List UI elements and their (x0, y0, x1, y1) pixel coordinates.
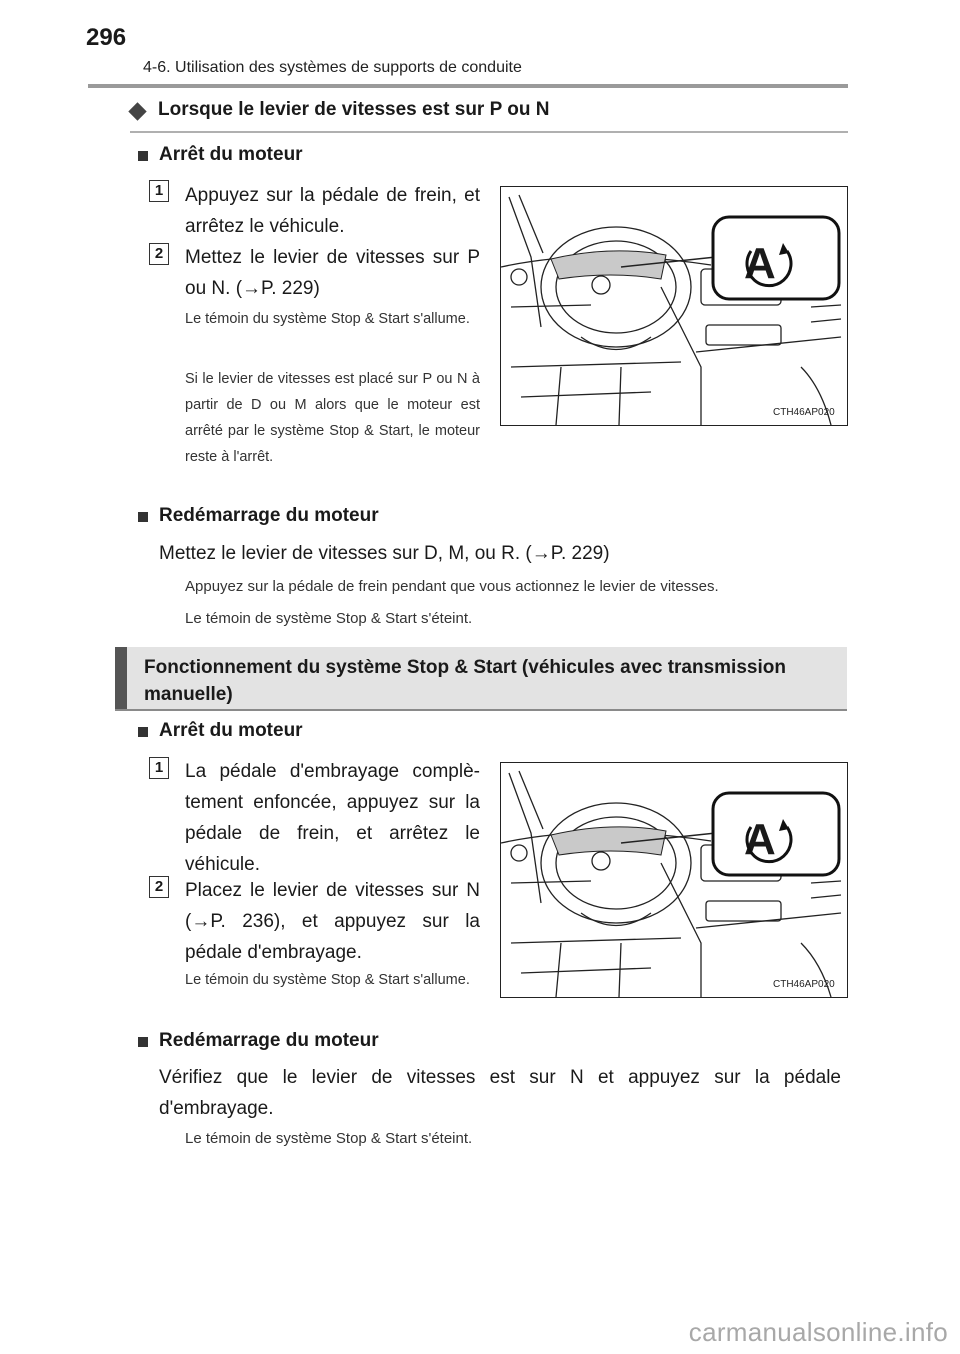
callout-letter: A (744, 815, 776, 864)
square-bullet-icon (138, 151, 148, 161)
note-text: Le témoin du système Stop & Start s'allume. (185, 972, 470, 988)
subsection-title: Arrêt du moteur (159, 720, 303, 741)
rotate-arrow-icon (739, 235, 799, 295)
dashboard-illustration (500, 186, 848, 426)
subsection-title: Redémarrage du moteur (159, 1030, 379, 1051)
subsection-title: Arrêt du moteur (159, 144, 303, 165)
dashboard-drawing (501, 763, 847, 997)
rotate-arrow-icon (739, 811, 799, 871)
body-text: Mettez le levier de vitesses sur D, M, ou R. (→P. 229) (159, 543, 610, 564)
callout-letter: A (744, 239, 776, 288)
step-text: Appuyez sur la pédale de frein, et arrêtez le véhicule. (185, 185, 480, 237)
chapter-title: 4-6. Utilisation des systèmes de supports de conduite (143, 59, 522, 76)
note-text: Si le levier de vitesses est placé sur P ou N à partir de D ou M alors que le moteur est arrêté par le système Stop & Start, le moteur reste à l'arrêt. (185, 371, 480, 465)
step-text: Placez le levier de vitesses sur N (→P. 236), et appuyez sur la pédale d'embrayage. (185, 880, 480, 963)
illustration-code: CTH46AP020 (773, 979, 835, 990)
page-number: 296 (86, 24, 127, 51)
square-bullet-icon (138, 727, 148, 737)
dashboard-illustration (500, 762, 848, 998)
section-title: Lorsque le levier de vitesses est sur P ou N (158, 99, 550, 120)
step-number: 1 (149, 757, 169, 779)
note-text: Le témoin de système Stop & Start s'éteint. (185, 1130, 473, 1147)
note-text: Le témoin du système Stop & Start s'allume. (185, 311, 470, 327)
section-banner-accent (115, 647, 127, 709)
square-bullet-icon (138, 1037, 148, 1047)
illustration-code: CTH46AP020 (773, 407, 835, 418)
note-text: Le témoin de système Stop & Start s'éteint. (185, 610, 473, 627)
step-text: La pédale d'embrayage complè-tement enfoncée, appuyez sur la pédale de frein, et arrêtez le véhicule. (185, 761, 480, 875)
note-text: Appuyez sur la pédale de frein pendant que vous actionnez le levier de vitesses. (185, 578, 719, 595)
step-number: 2 (149, 243, 169, 265)
step-text: Mettez le levier de vitesses sur P ou N. (→P. 229) (185, 247, 480, 299)
header-divider (88, 84, 848, 88)
dashboard-drawing (501, 187, 847, 425)
watermark: carmanualsonline.info (688, 1317, 948, 1347)
step-number: 1 (149, 180, 169, 202)
section-banner-divider (115, 709, 847, 711)
body-text: Vérifiez que le levier de vitesses est sur N et appuyez sur la pédale d'embrayage. (159, 1067, 841, 1119)
square-bullet-icon (138, 512, 148, 522)
subsection-title: Redémarrage du moteur (159, 505, 379, 526)
diamond-bullet-icon (128, 102, 146, 120)
step-number: 2 (149, 876, 169, 898)
section-divider (130, 131, 848, 133)
section-banner-title: Fonctionnement du système Stop & Start (véhicules avec transmission manuelle) (144, 657, 786, 705)
